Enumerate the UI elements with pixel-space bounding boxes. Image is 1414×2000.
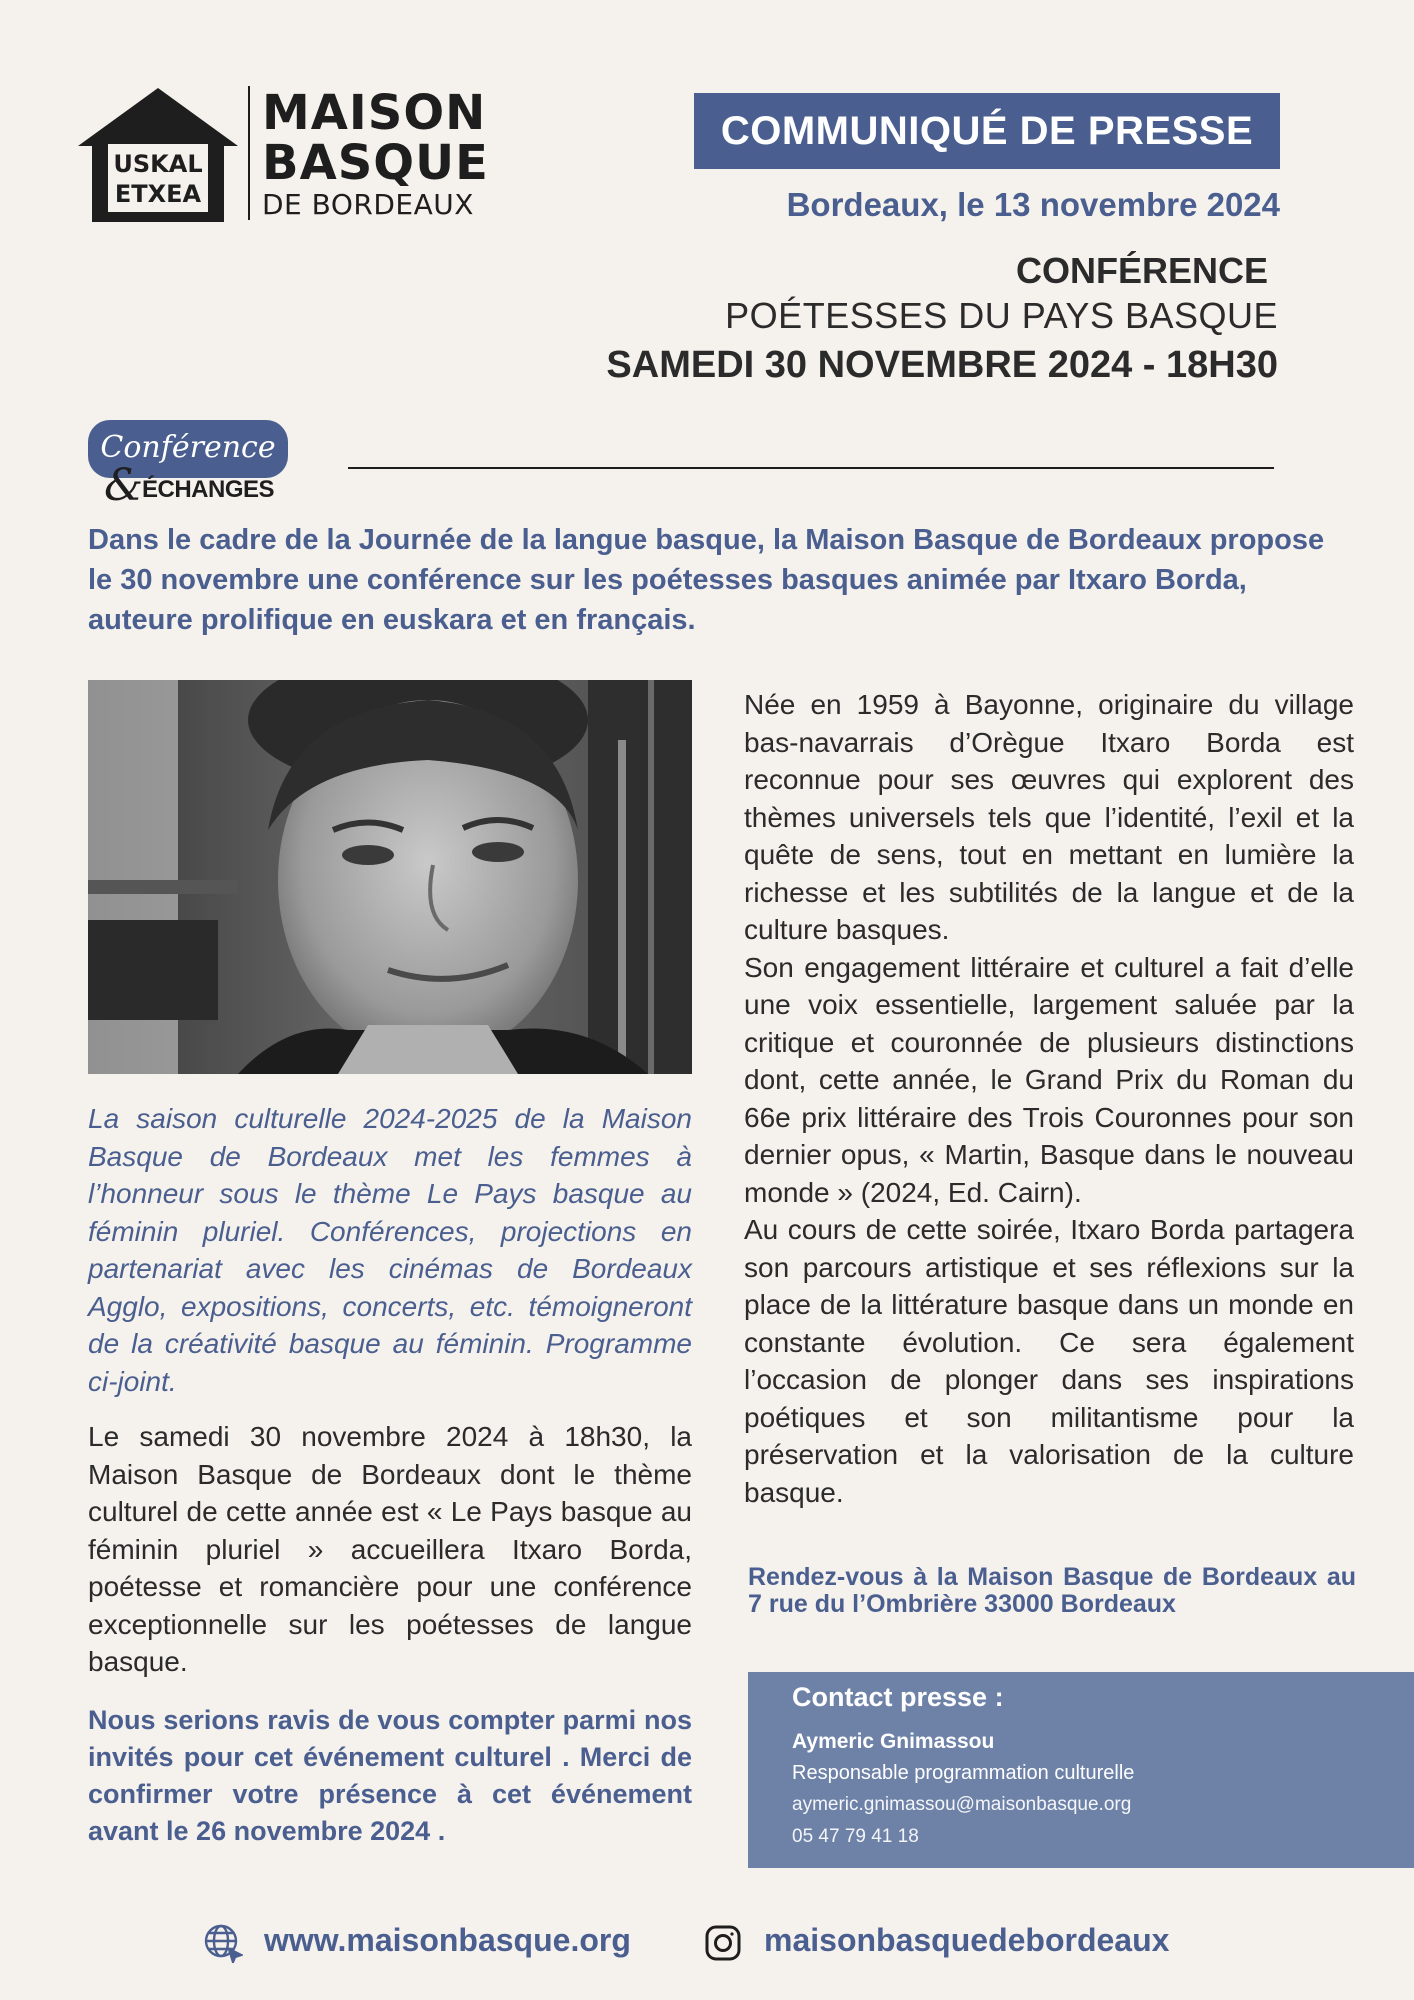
portrait-photo [88,680,692,1074]
season-caption: La saison culturelle 2024-2025 de la Maison Basque de Bordeaux met les femmes à l’honneur sous le thème Le Pays basque au féminin pluriel. Conférences, projections en partenariat avec les cinémas de Bordeaux Agglo, expositions, concerts, etc. témoigneront de la créativité basque au féminin. Programme ci-joint. [88,1103,692,1397]
contact-title: Contact presse : [792,1682,1004,1712]
biography-paragraph-1: Née en 1959 à Bayonne, originaire du village bas-navarrais d’Orègue Itxaro Borda est reconnue pour ses œuvres qui explorent des thèmes universels tels que l’identité, l’exil et la quête de sens, tout en mettant en lumière la richesse et les subtilités de la langue et de la culture basques. [744,689,1354,945]
event-datetime: SAMEDI 30 NOVEMBRE 2024 - 18H30 [606,344,1278,386]
logo-line-3: DE BORDEAUX [262,188,474,221]
logo-emblem-bottom: ETXEA [114,180,202,208]
event-description: Le samedi 30 novembre 2024 à 18h30, la Maison Basque de Bordeaux dont le thème culturel de cette année est « Le Pays basque au féminin pluriel » accueillera Itxaro Borda, poétesse et romancière pour une conférence exceptionnelle sur les poétesses de langue basque. [88,1421,692,1677]
contact-phone[interactable]: 05 47 79 41 18 [792,1826,919,1847]
logo-divider [248,86,250,220]
logo-emblem [74,84,242,224]
instagram-icon [704,1924,742,1962]
logo-line-1: MAISON [262,85,487,141]
press-release-banner: COMMUNIQUÉ DE PRESSE [694,93,1280,169]
intro-paragraph: Dans le cadre de la Journée de la langue basque, la Maison Basque de Bordeaux propose le 30 novembre une conférence sur les poétesses basques animée par Itxaro Borda, auteure prolifique en euskara et en français. [88,524,1325,636]
logo-wordmark [262,85,489,222]
section-divider [348,467,1274,469]
event-type: CONFÉRENCE [1015,250,1268,291]
website-link[interactable]: www.maisonbasque.org [264,1922,631,1958]
badge-top: Conférence [88,420,288,478]
logo-line-2: BASQUE [262,135,489,191]
invitation-text: Nous serions ravis de vous compter parmi nos invités pour cet événement culturel . Merci de confirmer votre présence à cet événement avant le 26 novembre 2024 . [88,1705,692,1846]
press-date: Bordeaux, le 13 novembre 2024 [786,186,1280,223]
logo-emblem-top: USKAL [113,150,203,178]
badge-bottom: ÉCHANGES [142,476,275,503]
venue-address: Rendez-vous à la Maison Basque de Bordeaux au 7 rue du l’Ombrière 33000 Bordeaux [748,1563,1356,1618]
biography-paragraph-2: Son engagement littéraire et culturel a fait d’elle une voix essentielle, largement saluée par la critique et couronnée de plusieurs distinctions dont, cette année, le Grand Prix du Roman du 66e prix littéraire des Trois Couronnes pour son dernier opus, « Martin, Basque dans le nouveau monde » (2024, Ed. Cairn). [744,951,1354,1208]
contact-name: Aymeric Gnimassou [792,1730,995,1753]
contact-email[interactable]: aymeric.gnimassou@maisonbasque.org [792,1794,1132,1815]
globe-icon [203,1923,243,1963]
press-contact-box [748,1672,1414,1868]
badge-ampersand: & [104,460,144,511]
biography [744,686,1354,1511]
event-title: POÉTESSES DU PAYS BASQUE [725,295,1278,336]
contact-role: Responsable programmation culturelle [792,1762,1135,1784]
instagram-link[interactable]: maisonbasquedebordeaux [764,1922,1170,1958]
conference-badge [88,420,302,511]
biography-paragraph-3: Au cours de cette soirée, Itxaro Borda partagera son parcours artistique et ses réflexions sur la place de la littérature basque dans un monde en constante évolution. Ce sera également l’occasion de plonger dans ses inspirations poétiques et son militantisme pour la préservation et la valorisation de la culture basque. [744,1214,1354,1508]
